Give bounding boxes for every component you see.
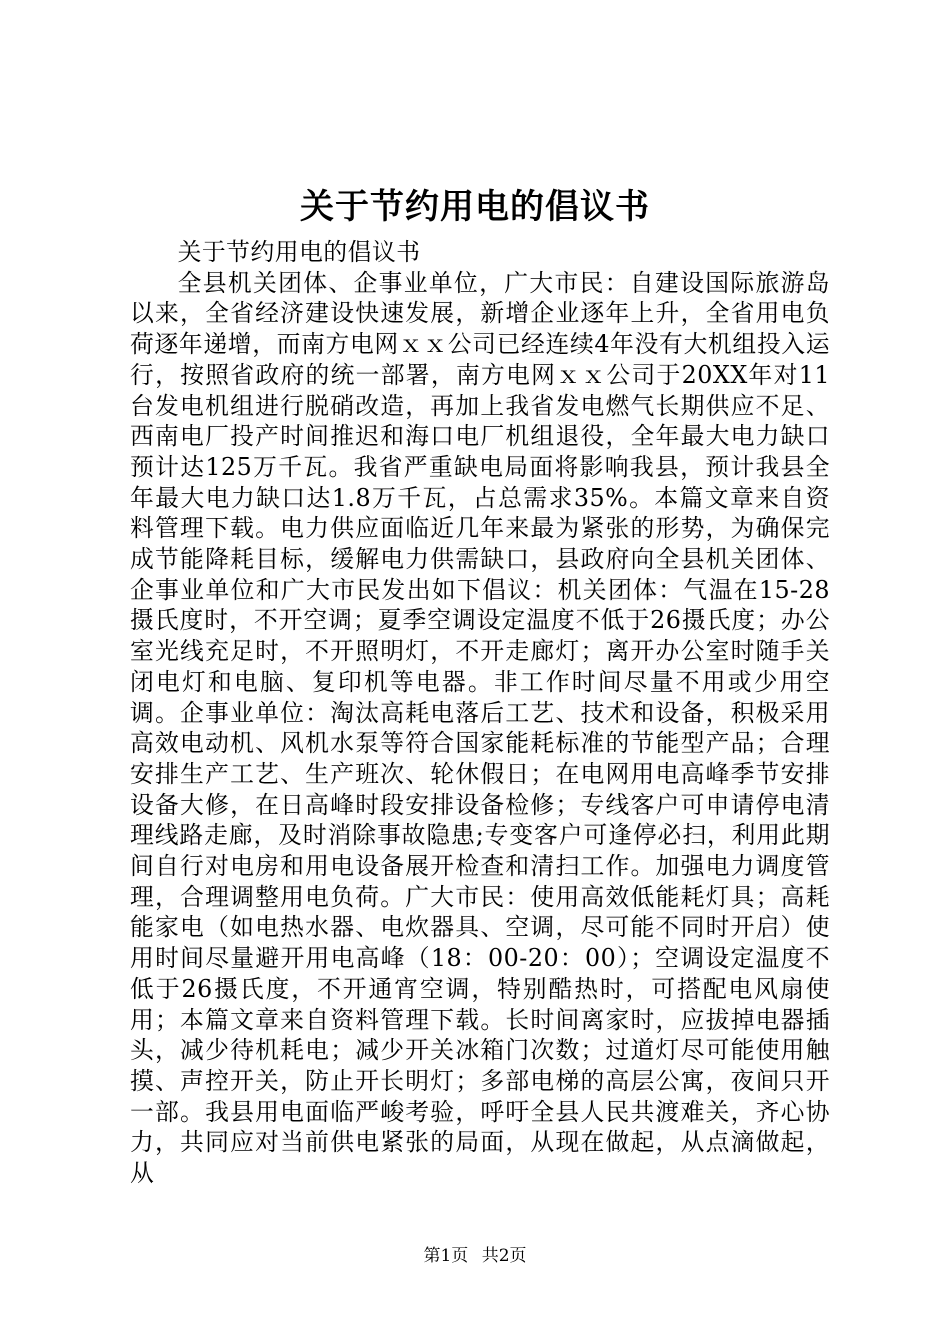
document-title: 关于节约用电的倡议书 (300, 187, 650, 227)
document-subtitle: 关于节约用电的倡议书 (177, 238, 421, 266)
document-body (130, 237, 830, 1189)
page-number-total: 共2页 (481, 1246, 527, 1266)
document-paragraph: 全县机关团体、企事业单位，广大市民：自建设国际旅游岛以来，全省经济建设快速发展，新增企业逐年上升，全省用电负荷逐年递增，而南方电网ｘｘ公司已经连续4年没有大机组投入运行，按照省政府的统一部署，南方电网ｘｘ公司于20XX年对11台发电机组进行脱硝改造，再加上我省发电燃气长期供应不足、西南电厂投产时间推迟和海口电厂机组退役，全年最大电力缺口预计达125万千瓦。我省严重缺电局面将影响我县，预计我县全年最大电力缺口达1.8万千瓦，占总需求35%。本篇文章来自资料管理下载。电力供应面临近几年来最为紧张的形势，为确保完成节能降耗目标，缓解电力供需缺口，县政府向全县机关团体、企事业单位和广大市民发出如下倡议：机关团体：气温在15-28摄氏度时，不开空调；夏季空调设定温度不低于26摄氏度；办公室光线充足时，不开照明灯，不开走廊灯；离开办公室时随手关闭电灯和电脑、复印机等电器。非工作时间尽量不用或少用空调。企事业单位：淘汰高耗电落后工艺、技术和设备，积极采用高效电动机、风机水泵等符合国家能耗标准的节能型产品；合理安排生产工艺、生产班次、轮休假日；在电网用电高峰季节安排设备大修，在日高峰时段安排设备检修；专线客户可申请停电清理线路走廊，及时消除事故隐患;专变客户可逢停必扫，利用此期间自行对电房和用电设备展开检查和清扫工作。加强电力调度管理，合理调整用电负荷。广大市民：使用高效低能耗灯具；高耗能家电（如电热水器、电炊器具、空调，尽可能不同时开启）使用时间尽量避开用电高峰（18：00-20：00）；空调设定温度不低于26摄氏度，不开通宵空调，特别酷热时，可搭配电风扇使用；本篇文章来自资料管理下载。长时间离家时，应拔掉电器插头，减少待机耗电；减少开关冰箱门次数；过道灯尽可能使用触摸、声控开关，防止开长明灯；多部电梯的高层公寓，夜间只开一部。我县用电面临严峻考验，呼吁全县人民共渡难关，齐心协力，共同应对当前供电紧张的局面，从现在做起，从点滴做起，从 (130, 268, 830, 1188)
page-footer (0, 1244, 950, 1268)
page-number-current: 第1页 (423, 1246, 469, 1266)
